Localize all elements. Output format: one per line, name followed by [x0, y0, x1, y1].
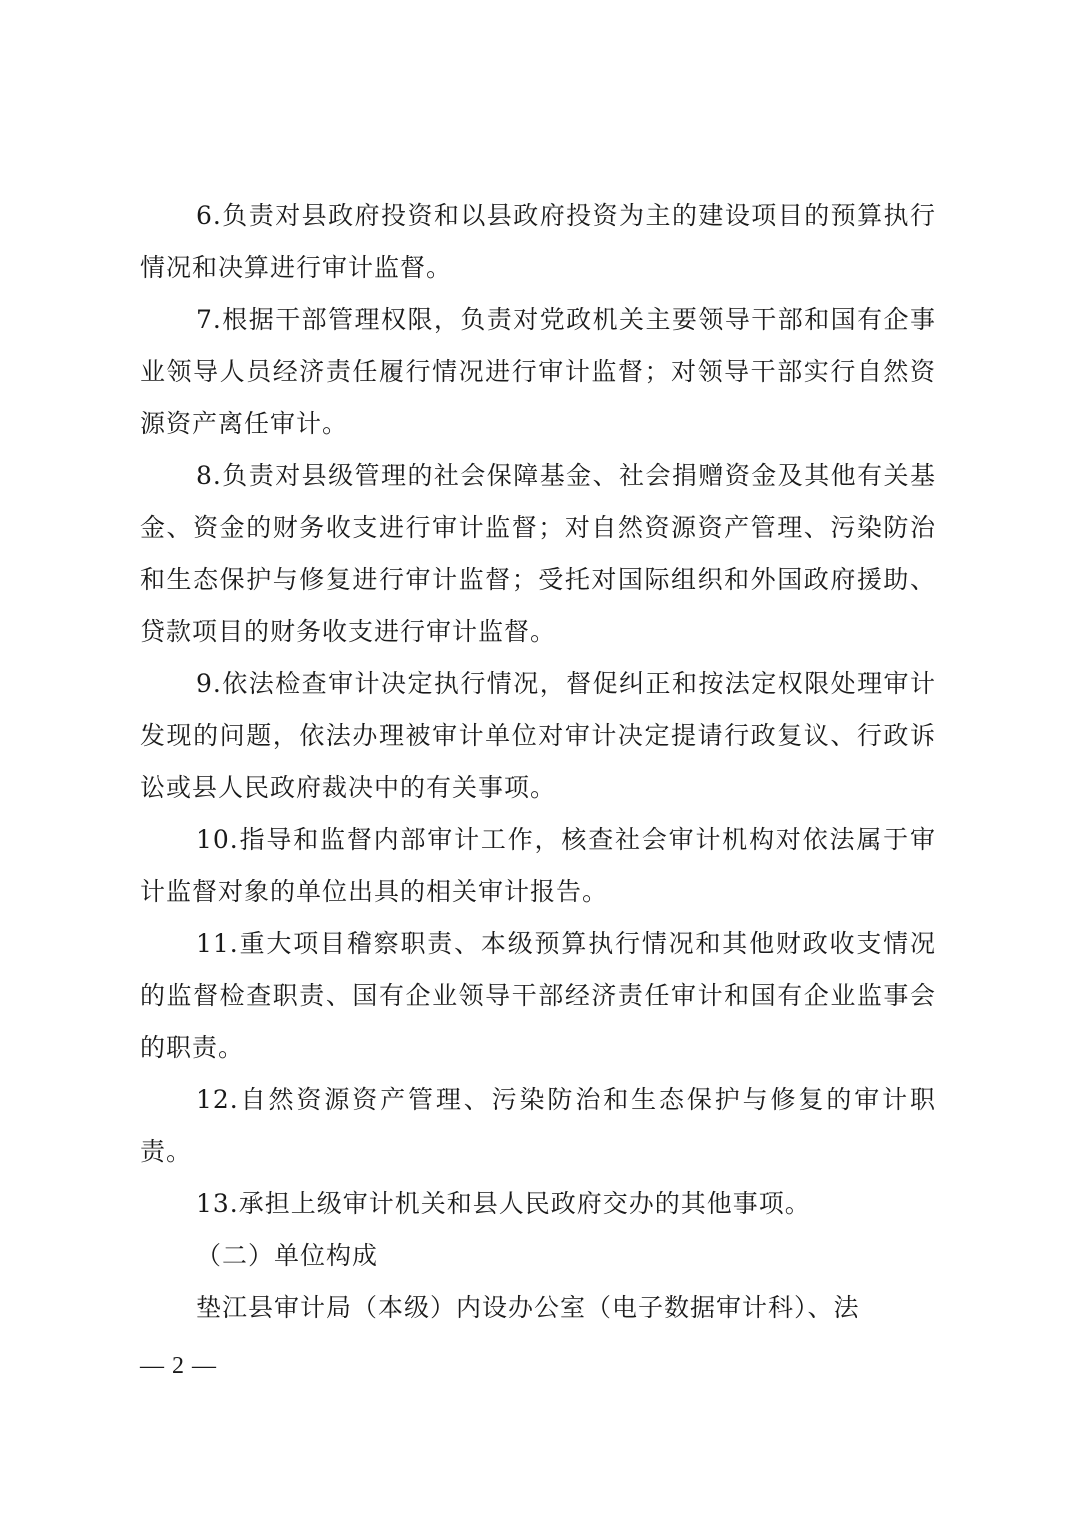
closing-paragraph: 垫江县审计局（本级）内设办公室（电子数据审计科）、法	[196, 1293, 860, 1322]
paragraph-item-6: 6.负责对县政府投资和以县政府投资为主的建设项目的预算执行情况和决算进行审计监督。	[140, 201, 936, 282]
section-heading: （二）单位构成	[196, 1241, 379, 1270]
document-page	[140, 190, 936, 1334]
page-number: — 2 —	[140, 1353, 217, 1379]
paragraph-item-7: 7.根据干部管理权限，负责对党政机关主要领导干部和国有企事业领导人员经济责任履行情况进行审计监督；对领导干部实行自然资源资产离任审计。	[140, 305, 936, 438]
paragraph-item-8: 8.负责对县级管理的社会保障基金、社会捐赠资金及其他有关基金、资金的财务收支进行审计监督；对自然资源资产管理、污染防治和生态保护与修复进行审计监督；受托对国际组织和外国政府援助、贷款项目的财务收支进行审计监督。	[140, 461, 936, 646]
paragraph-item-10: 10.指导和监督内部审计工作，核查社会审计机构对依法属于审计监督对象的单位出具的相关审计报告。	[140, 825, 936, 906]
paragraph-item-13: 13.承担上级审计机关和县人民政府交办的其他事项。	[196, 1189, 811, 1218]
paragraph-item-12: 12.自然资源资产管理、污染防治和生态保护与修复的审计职责。	[140, 1085, 936, 1166]
paragraph-item-9: 9.依法检查审计决定执行情况，督促纠正和按法定权限处理审计发现的问题，依法办理被审计单位对审计决定提请行政复议、行政诉讼或县人民政府裁决中的有关事项。	[140, 669, 936, 802]
paragraph-item-11: 11.重大项目稽察职责、本级预算执行情况和其他财政收支情况的监督检查职责、国有企业领导干部经济责任审计和国有企业监事会的职责。	[140, 929, 936, 1062]
